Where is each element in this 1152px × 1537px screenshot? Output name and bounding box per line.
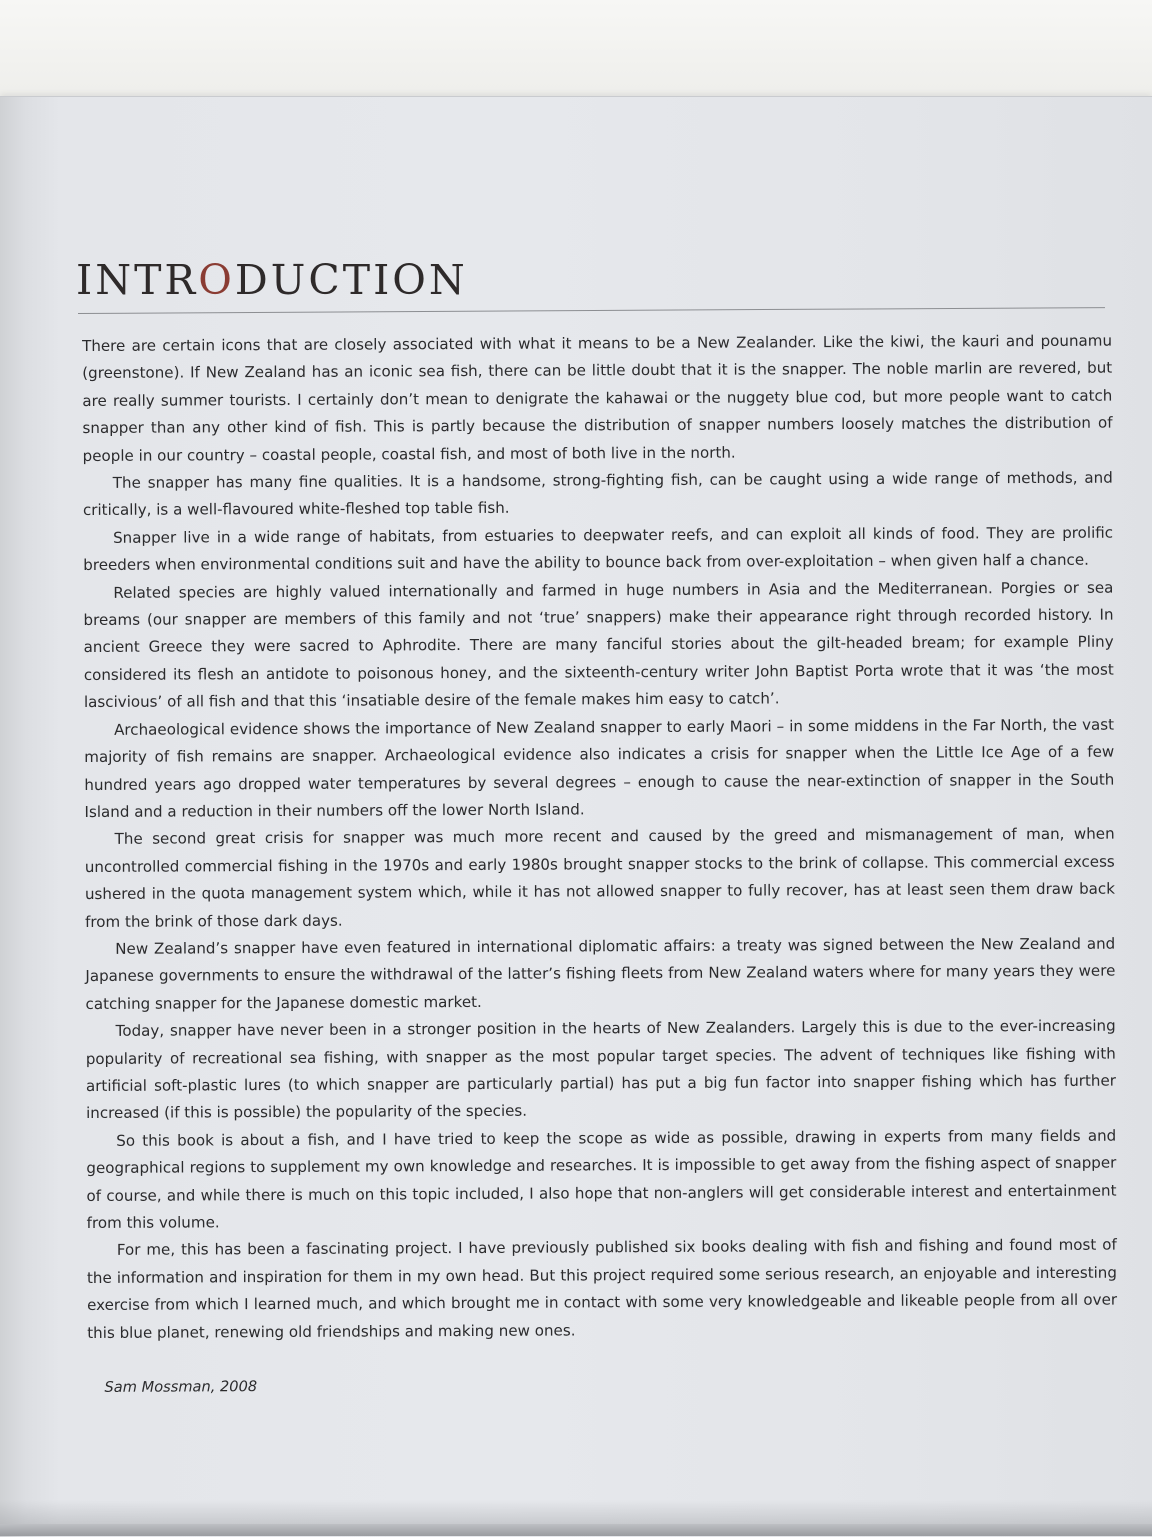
author-signature: Sam Mossman, 2008 bbox=[104, 1378, 258, 1396]
paragraph: New Zealand’s snapper have even featured in international diplomatic affairs: a treaty was signed between the New Zealand and Japanese governments to ensure the withdrawal of the latter’s fishing fleets from New Zealand waters where for many years they were catching snapper for the Japanese domestic market. bbox=[85, 934, 1116, 1013]
paragraph: Snapper live in a wide range of habitats, from estuaries to deepwater reefs, and can exploit all kinds of food. They are prolific breeders when environmental conditions suit and have the ability to bounce back from over-exploitation – when given half a chance. bbox=[83, 523, 1114, 575]
paragraph: The second great crisis for snapper was much more recent and caused by the greed and mismanagement of man, when uncontrolled commercial fishing in the 1970s and early 1980s brought snapper stocks to the brink of collapse. This commercial excess ushered in the quota management system which, while it has not allowed snapper to fully recover, has at least seen them draw back from the brink of those dark days. bbox=[84, 824, 1115, 931]
page-title bbox=[76, 255, 776, 305]
paragraph: The snapper has many fine qualities. It is a handsome, strong-fighting fish, can be caught using a wide range of methods, and critically, is a well-flavoured white-fleshed top table fish. bbox=[82, 468, 1113, 520]
introduction-text bbox=[82, 328, 1118, 1402]
title-part-end: DUCTION bbox=[234, 256, 468, 304]
paragraph: So this book is about a fish, and I have tried to keep the scope as wide as possible, drawing in experts from many fields and geographical regions to supplement my own knowledge and researches. It is impossible to get away from the fishing aspect of snapper of course, and while there is much on this topic included, I also hope that non-anglers will get considerable interest and entertainment from this volume. bbox=[86, 1126, 1117, 1232]
paragraph: There are certain icons that are closely associated with what it means to be a New Zealander. Like the kiwi, the kauri and pounamu (greenstone). If New Zealand has an iconic sea fish, there can be little doubt that it is the snapper. The noble marlin are revered, but are really summer tourists. I certainly don’t mean to denigrate the kahawai or the nuggety blue cod, but more people want to catch snapper than any other kind of fish. This is partly because the distribution of snapper numbers loosely matches the distribution of people in our country – coastal people, coastal fish, and most of both live in the north. bbox=[82, 331, 1113, 465]
title-part-start: INTR bbox=[76, 256, 199, 304]
paragraph: For me, this has been a fascinating project. I have previously published six books dealing with fish and fishing and found most of the information and inspiration for them in my own head. But this project required some serious research, an enjoyable and interesting exercise from which I learned much, and which brought me in contact with some very knowledgeable and likeable people from all over this blue planet, renewing old friendships and making new ones. bbox=[86, 1236, 1118, 1342]
paragraph: Today, snapper have never been in a stronger position in the hearts of New Zealanders. Largely this is due to the ever-increasing popularity of recreational sea fishing, with snapper as the most popular target species. The advent of techniques like fishing with artificial soft-plastic lures (to which snapper are particularly partial) has put a big fun factor into snapper fishing which has further increased (if this is possible) the popularity of the species. bbox=[85, 1016, 1116, 1123]
page-bottom-edge bbox=[0, 1524, 1152, 1536]
paragraph: Related species are highly valued internationally and farmed in huge numbers in Asia and the Mediterranean. Porgies or sea breams (our snapper are members of this family and not ‘true’ snappers) make their appearance right through recorded history. In ancient Greece they were sacred to Aphrodite. There are many fanciful stories about the gilt-headed bream; for example Pliny considered its flesh an antidote to poisonous honey, and the sixteenth-century writer John Baptist Porta wrote that it was ‘the most lascivious’ of all fish and that this ‘insatiable desire of the female makes him easy to catch’. bbox=[83, 578, 1114, 712]
paragraph: Archaeological evidence shows the importance of New Zealand snapper to early Maori – in some middens in the Far North, the vast majority of fish remains are snapper. Archaeological evidence also indicates a crisis for snapper when the Little Ice Age of a few hundred years ago dropped water temperatures by several degrees – enough to cause the near-extinction of snapper in the South Island and a reduction in their numbers off the lower North Island. bbox=[84, 715, 1115, 821]
title-accent-letter: O bbox=[198, 256, 235, 304]
